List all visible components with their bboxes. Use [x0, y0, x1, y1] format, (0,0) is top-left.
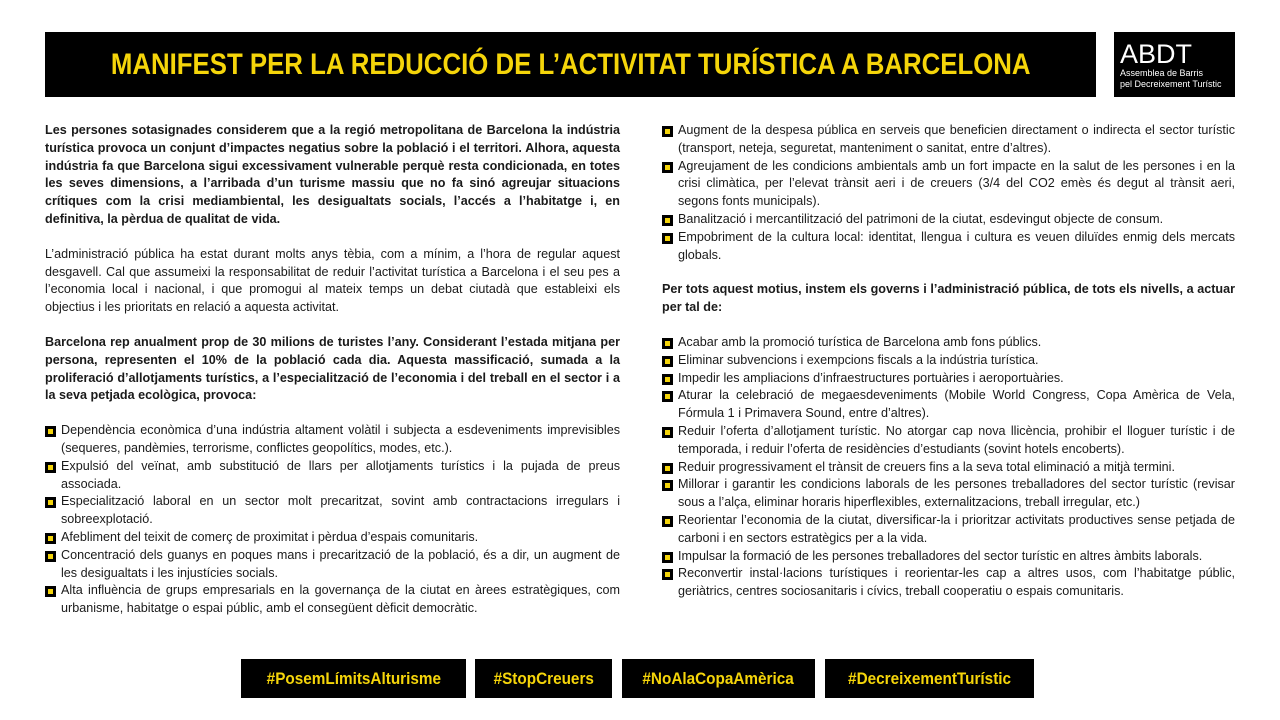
list-item: Impulsar la formació de les persones treballadores del sector turístic en altres àmbits laborals. [662, 548, 1235, 566]
demands-list [662, 334, 1235, 601]
hashtag-stopcreuers[interactable]: #StopCreuers [475, 659, 612, 698]
title-banner [45, 32, 1096, 97]
intro-paragraph: Les persones sotasignades considerem que a la regió metropolitana de Barcelona la indústria turística provoca un conjunt d’impactes negatius sobre la població i el territori. Alhora, aquesta indústria fa que Barcelona sigui excessivament vulnerable perquè resta condicionada, en totes les seves dimensions, a l’arribada d’un turisme massiu que no fa sinó agreujar situacions crítiques com la crisi mediambiental, les desigualtats socials, l’accés a l’habitatge i, en definitiva, la pèrdua de qualitat de vida. [45, 123, 620, 226]
bullet-icon [662, 391, 673, 402]
bullet-icon [662, 162, 673, 173]
list-item: Impedir les ampliacions d’infraestructures portuàries i aeroportuàries. [662, 370, 1235, 388]
list-item: Especialització laboral en un sector molt precaritzat, sovint amb contractacions irregulars i sobreexplotació. [45, 493, 620, 529]
list-item: Agreujament de les condicions ambientals amb un fort impacte en la salut de les persones i en la crisi climàtica, per l’elevat trànsit aeri i de creuers (3/4 del CO2 emès és degut al trànsit aeri, segons fonts municipals). [662, 158, 1235, 211]
logo-line-2: pel Decreixement Turístic [1120, 79, 1222, 89]
list-item: Aturar la celebració de megaesdeveniments (Mobile World Congress, Copa Amèrica de Vela, Fórmula 1 i Primavera Sound, entre d’altres). [662, 387, 1235, 423]
bullet-icon [662, 126, 673, 137]
logo-line-1: Assemblea de Barris [1120, 68, 1204, 78]
bullet-icon [662, 463, 673, 474]
hashtag-decreixement[interactable]: #DecreixementTurístic [825, 659, 1034, 698]
bullet-icon [662, 569, 673, 580]
list-item: Reconvertir instal·lacions turístiques i reorientar-les cap a altres usos, com l’habitatge públic, geriàtrics, centres sociosanitaris i cívics, treball cooperatiu o espais comunitaris. [662, 565, 1235, 601]
bullet-icon [45, 551, 56, 562]
list-item: Reorientar l’economia de la ciutat, diversificar-la i prioritzar activitats productives sense petjada de carboni i en sectors estratègics per a la vida. [662, 512, 1235, 548]
bullet-icon [662, 356, 673, 367]
list-item: Banalització i mercantilització del patrimoni de la ciutat, esdevingut objecte de consum. [662, 211, 1235, 229]
list-item: Eliminar subvencions i exempcions fiscals a la indústria turística. [662, 352, 1235, 370]
hashtag-bar [0, 659, 1280, 698]
bullet-icon [45, 533, 56, 544]
list-item: Millorar i garantir les condicions laborals de les persones treballadores del sector turístic (revisar sous a l’alça, eliminar horaris hiperflexibles, externalitzacions, treball irregular, etc.) [662, 476, 1235, 512]
list-item: Expulsió del veïnat, amb substitució de llars per allotjaments turístics i la pujada de preus associada. [45, 458, 620, 494]
list-item: Reduir l’oferta d’allotjament turístic. No atorgar cap nova llicència, prohibir el lloguer turístic i de temporada, i reduir l’oferta de residències d’estudiants (sovint hotels encoberts). [662, 423, 1235, 459]
bullet-icon [662, 374, 673, 385]
bullet-icon [662, 233, 673, 244]
demands-intro: Per tots aquest motius, instem els governs i l’administració pública, de tots els nivells, a actuar per tal de: [662, 282, 1235, 315]
list-item: Alta influència de grups empresarials en la governança de la ciutat en àrees estratègiques, com urbanisme, habitatge o espai públic, amb el consegüent dèficit democràtic. [45, 582, 620, 618]
list-item: Reduir progressivament el trànsit de creuers fins a la seva total eliminació a mitjà termini. [662, 459, 1235, 477]
hashtag-noalacopaamerica[interactable]: #NoAlaCopaAmèrica [622, 659, 815, 698]
bullet-icon [45, 426, 56, 437]
bullet-icon [45, 586, 56, 597]
list-item: Concentració dels guanys en poques mans i precarització de la població, és a dir, un augment de les desigualtats i les injustícies socials. [45, 547, 620, 583]
list-item: Acabar amb la promoció turística de Barcelona amb fons públics. [662, 334, 1235, 352]
hashtag-posemlimits[interactable]: #PosemLímitsAlturisme [241, 659, 466, 698]
list-item: Dependència econòmica d’una indústria altament volàtil i subjecta a esdeveniments imprevisibles (sequeres, pandèmies, terrorisme, conflictes geopolítics, modes, etc.). [45, 422, 620, 458]
bullet-icon [45, 497, 56, 508]
bullet-icon [662, 338, 673, 349]
statistics-paragraph: Barcelona rep anualment prop de 30 milions de turistes l’any. Considerant l’estada mitjana per persona, representen el 10% de la població cada dia. Aquesta massificació, sumada a la proliferació d’allotjaments turístics, a l’especialització de l’economia i del treball en el sector i a la seva petjada ecològica, provoca: [45, 334, 620, 403]
impacts-list [45, 422, 620, 618]
list-item: Empobriment de la cultura local: identitat, llengua i cultura es veuen diluïdes enmig dels mercats globals. [662, 229, 1235, 265]
bullet-icon [662, 480, 673, 491]
administration-paragraph: L’administració pública ha estat durant molts anys tèbia, com a mínim, a l’hora de regular aquest desgavell. Cal que assumeixi la responsabilitat de reduir l’activitat turística a Barcelona i el seu pes a l’economia local i nacional, i que promogui al mateix temps un debat ciutadà que estableixi els objectius i les prioritats en relació a aquesta activitat. [45, 246, 620, 315]
list-item: Augment de la despesa pública en serveis que beneficien directament o indirecta el sector turístic (transport, neteja, seguretat, manteniment o sanitat, entre d’altres). [662, 122, 1235, 158]
bullet-icon [662, 427, 673, 438]
logo-mark: ABDT [1120, 39, 1193, 69]
bullet-icon [662, 516, 673, 527]
list-item: Afebliment del teixit de comerç de proximitat i pèrdua d’espais comunitaris. [45, 529, 620, 547]
right-column [662, 122, 1235, 601]
bullet-icon [45, 462, 56, 473]
page-title: MANIFEST PER LA REDUCCIÓ DE L’ACTIVITAT TURÍSTICA A BARCELONA [110, 47, 1031, 81]
bullet-icon [662, 552, 673, 563]
left-column [45, 122, 620, 618]
bullet-icon [662, 215, 673, 226]
impacts-list-continued [662, 122, 1235, 264]
abdt-logo [1114, 32, 1235, 97]
